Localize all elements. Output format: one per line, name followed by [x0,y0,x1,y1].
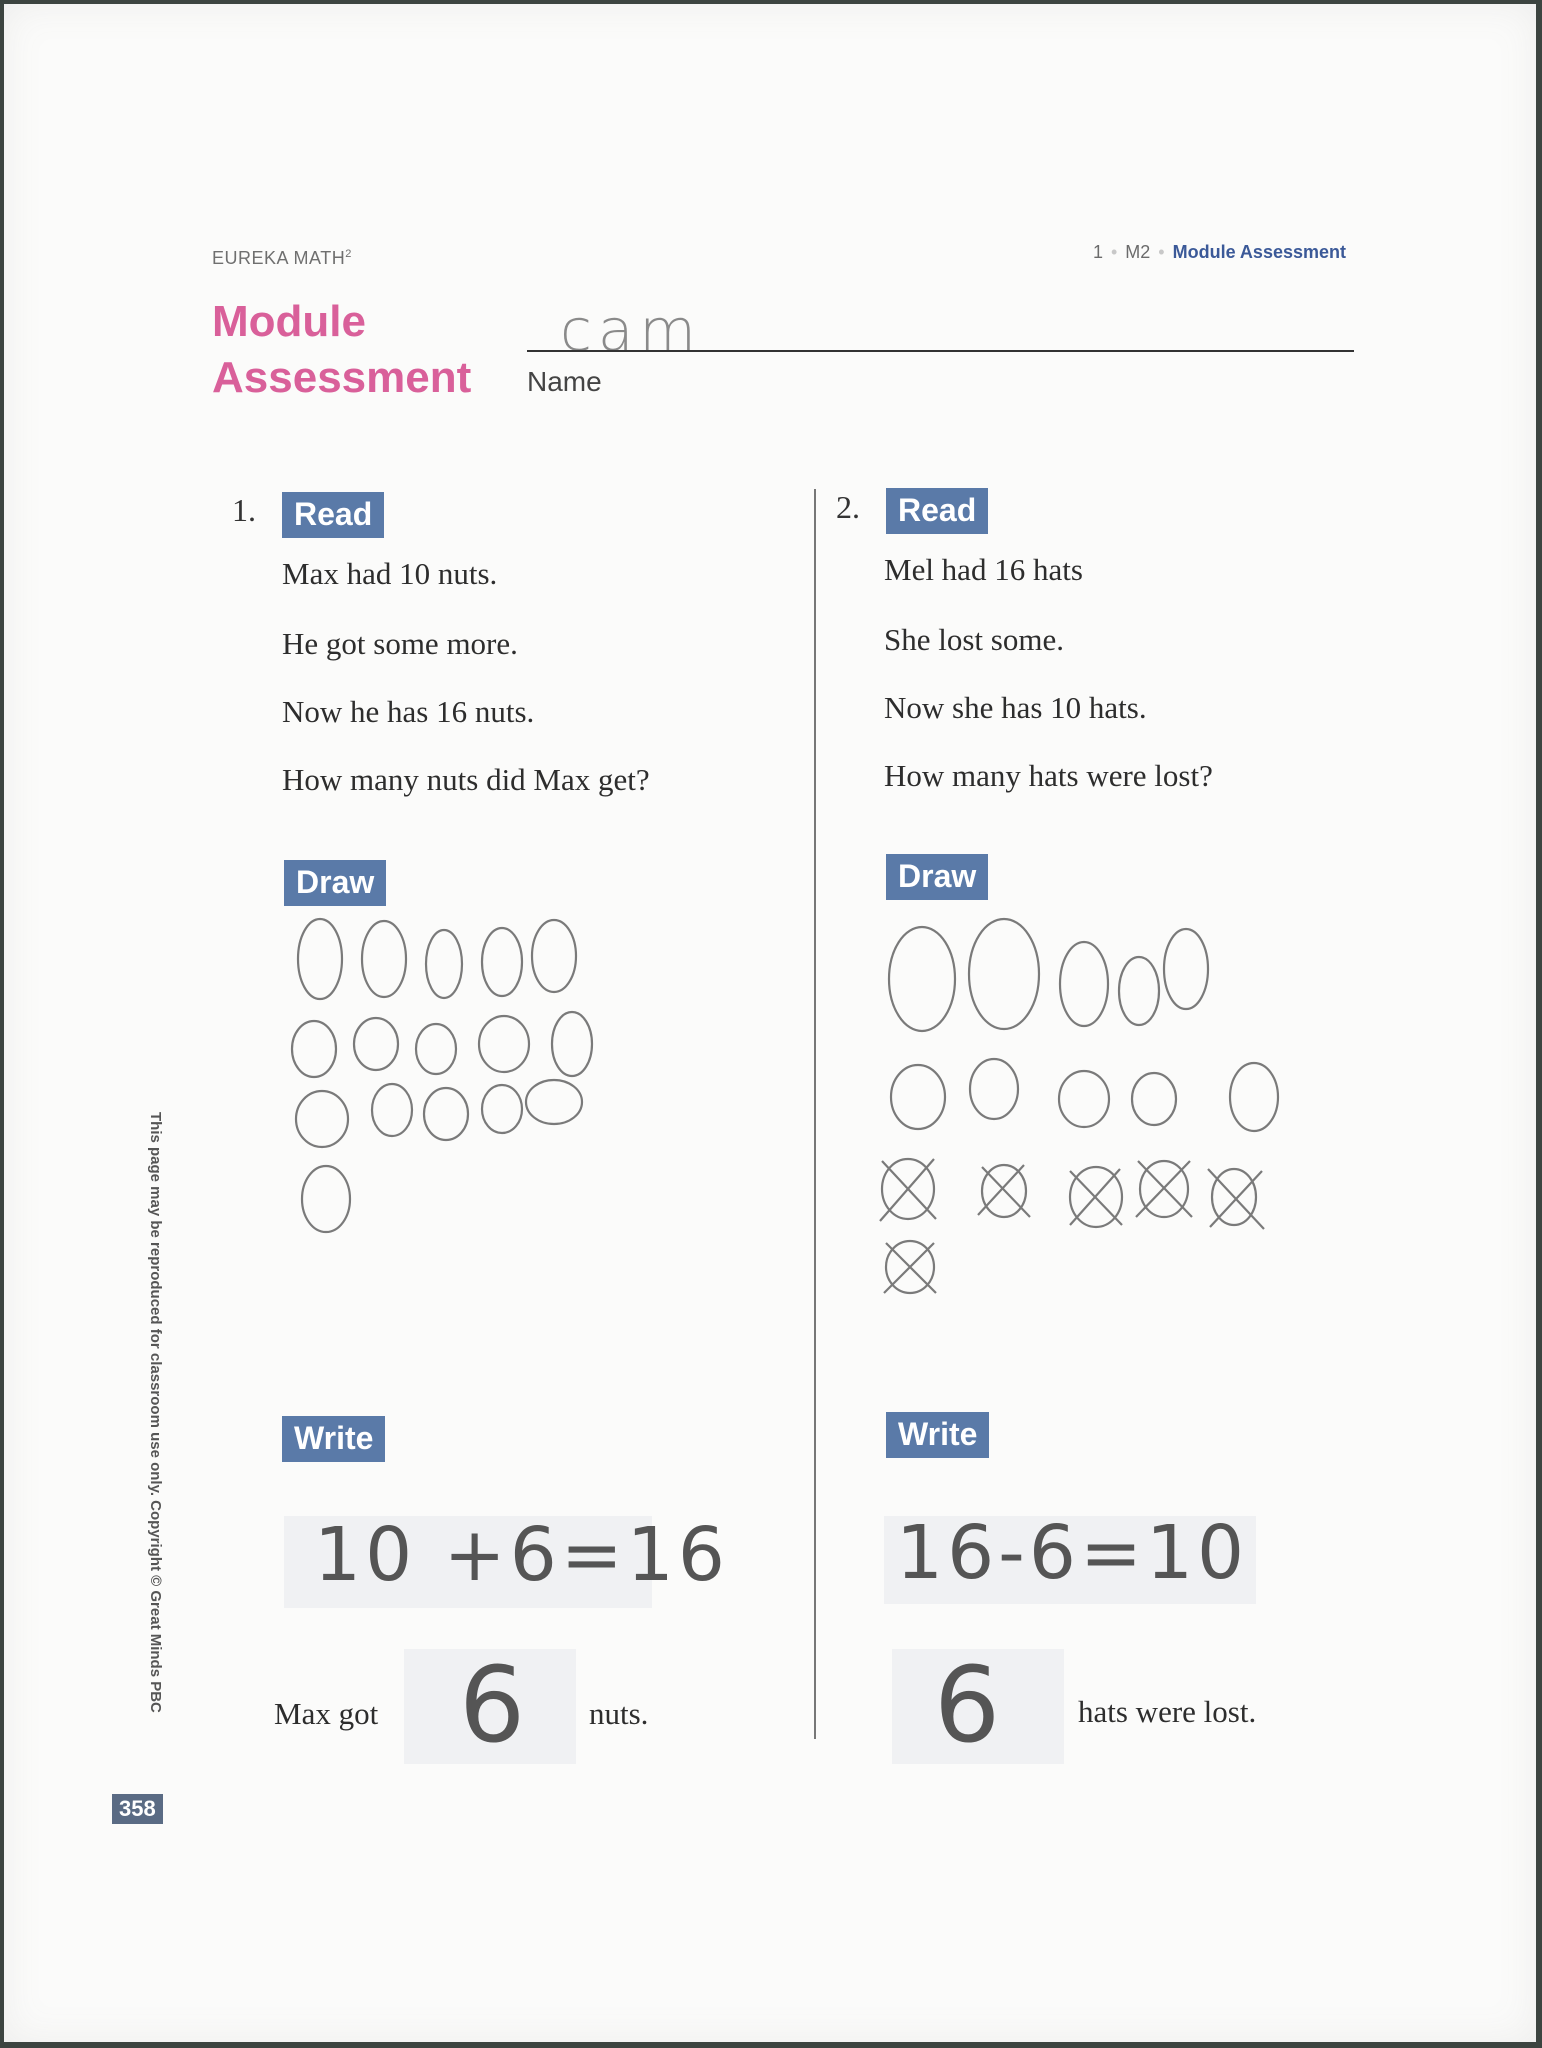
drawn-circle [482,928,522,996]
drawn-circle [362,921,406,997]
problem-1-answer: 6 [459,1644,526,1766]
problem-1-drawing [284,904,624,1244]
drawn-circle [302,1166,350,1232]
name-line [527,350,1354,352]
problem-2-line-2: She lost some. [884,622,1064,657]
problem-1-write-tag: Write [282,1416,385,1462]
drawn-circle [526,1080,582,1124]
crossed-circle [1208,1169,1264,1229]
drawn-circle [372,1084,412,1136]
problem-2-line-1: Mel had 16 hats [884,552,1083,587]
breadcrumb-module: M2 [1125,242,1151,262]
problem-2-answer: 6 [934,1644,1001,1766]
crossed-circle [884,1241,936,1293]
column-divider [814,489,816,1739]
drawn-circle [1119,957,1159,1025]
drawn-circle [426,930,462,998]
drawn-circle [1060,942,1108,1026]
drawn-circle [482,1085,522,1133]
breadcrumb-section: Module Assessment [1172,242,1346,262]
problem-1-line-3: Now he has 16 nuts. [282,694,535,729]
drawn-circle [424,1088,468,1140]
problem-1-answer-suffix: nuts. [589,1696,649,1731]
drawn-circle [292,1021,336,1077]
drawn-circle [1059,1071,1109,1127]
brand-label: EUREKA MATH$^2$ [212,248,352,268]
name-label: Name [527,366,602,397]
drawn-circle [416,1024,456,1074]
crossed-circle [978,1165,1030,1217]
worksheet-page [4,4,1536,2042]
drawn-circle [1164,929,1208,1009]
drawn-circle [296,1091,348,1147]
drawn-circle [891,1065,945,1129]
problem-1-read-tag: Read [282,492,384,538]
problem-1-equation: 10 +6=16 [314,1512,729,1598]
problem-1-line-1: Max had 10 nuts. [282,556,498,591]
problem-2-number: 2. [836,489,860,525]
drawn-circle [1230,1063,1278,1131]
problem-2-drawing [874,899,1294,1299]
drawn-circle [970,1059,1018,1119]
drawn-circle [479,1016,529,1072]
breadcrumb-grade: 1 [1092,242,1103,262]
drawn-circle [1132,1073,1176,1125]
drawn-circle [532,920,576,992]
drawn-circle [552,1012,592,1076]
page-title: Module Assessment [212,297,472,402]
problem-1-line-2: He got some more. [282,626,518,661]
problem-2-line-4: How many hats were lost? [884,758,1213,793]
drawn-circle [298,919,342,999]
drawn-circle [969,919,1039,1029]
page-number: 358 [112,1794,163,1824]
drawn-circle [354,1018,398,1070]
problem-1-answer-prefix: Max got [274,1696,379,1731]
problem-2-read-tag: Read [886,488,988,534]
problem-2-draw-tag: Draw [886,854,988,900]
crossed-circle [1070,1167,1122,1227]
crossed-circle [880,1159,936,1221]
problem-2-write-tag: Write [886,1412,989,1458]
copyright-note: This page may be reproduced for classroom use only. Copyright © Great Minds PBC [147,1112,164,1713]
problem-1-draw-tag: Draw [284,860,386,906]
problem-2-equation: 16-6=10 [896,1510,1249,1596]
name-handwriting: cam [560,296,702,364]
problem-2-answer-suffix: hats were lost. [1078,1694,1257,1729]
problem-2-line-3: Now she has 10 hats. [884,690,1147,725]
breadcrumb: 1 • M2 • Module Assessment [1092,242,1346,262]
drawn-circle [889,927,955,1031]
problem-1-number: 1. [232,492,256,528]
crossed-circle [1136,1161,1192,1217]
problem-1-line-4: How many nuts did Max get? [282,762,650,797]
